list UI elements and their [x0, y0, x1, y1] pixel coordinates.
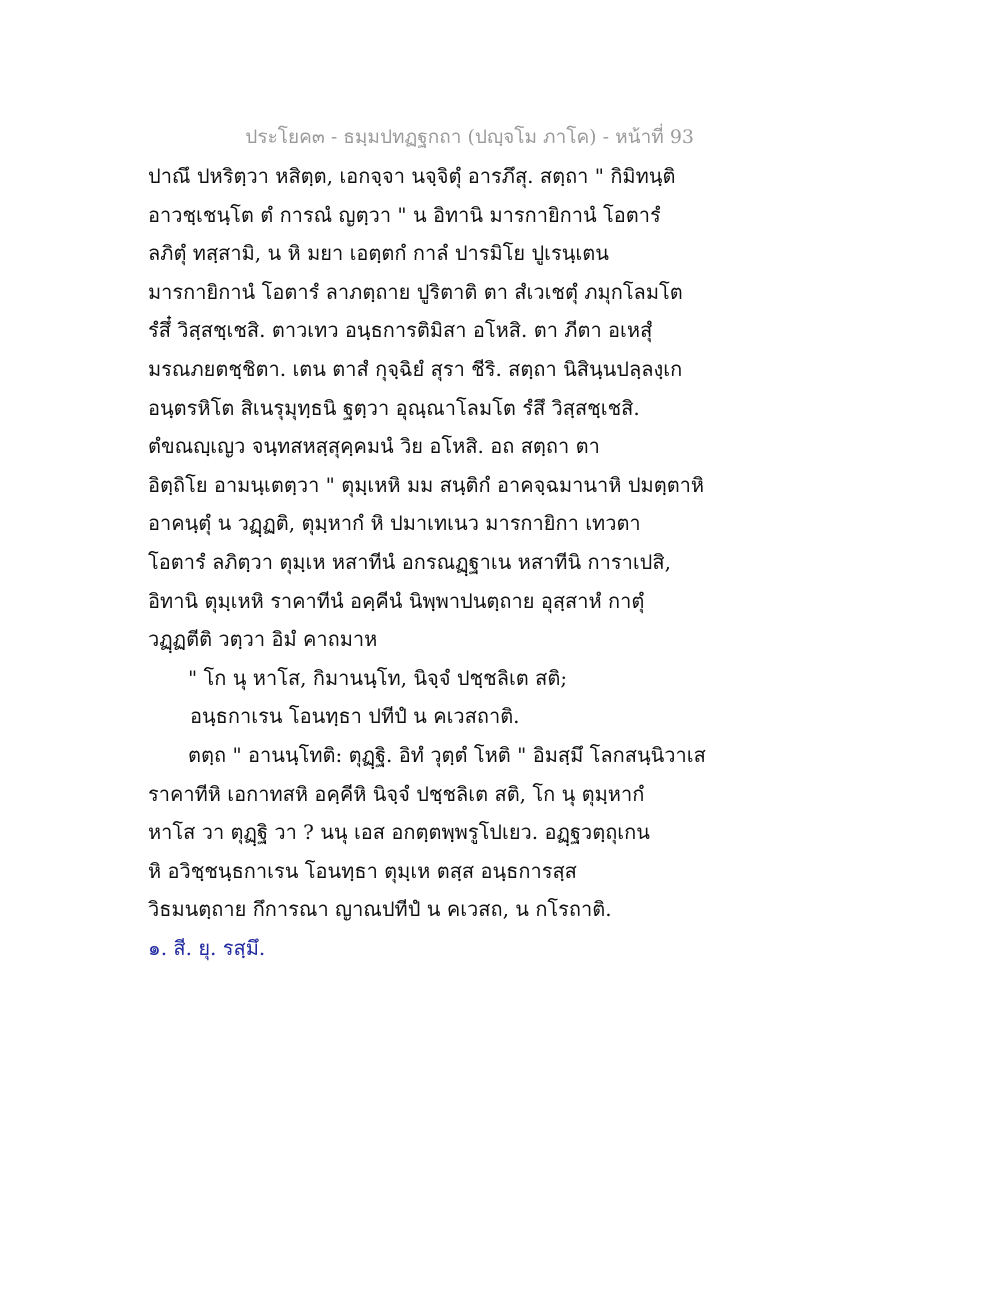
verse-line: อนฺธกาเรน โอนทฺธา ปทีปํ น คเวสถาติ. — [190, 704, 520, 729]
text-line: วิธมนตฺถาย กึการณา ญาณปทีปํ น คเวสถ, น กโรถาติ. — [148, 897, 612, 922]
running-head: ประโยค๓ - ธมฺมปทฏฐกถา (ปญฺจโม ภาโค) - หน้าที่ 93 — [245, 126, 694, 148]
footnote: ๑. สี. ยุ. รสฺมึ. — [148, 935, 266, 960]
text-line: หาโส วา ตุฏฺฐิ วา ? นนุ เอส อกตฺตพฺพรูโปเยว. อฏฺฐวตฺถุเกน — [148, 820, 650, 845]
text-line: ราคาทีหิ เอกาทสหิ อคฺคีหิ นิจฺจํ ปชฺชลิเต สติ, โก นุ ตุมฺหากํ — [148, 781, 645, 806]
text-line: ลภิตุํ ทสฺสามิ, น หิ มยา เอตฺตกํ กาลํ ปารมิโย ปูเรนฺเตน — [148, 241, 609, 266]
text-line: ปาณึ ปหริตฺวา หสิตฺต, เอกจฺจา นจฺจิตุํ อารภึสุ. สตฺถา " กิมิทนฺติ — [148, 164, 676, 188]
text-line: หิ อวิชฺชนฺธกาเรน โอนทฺธา ตุมฺเห ตสฺส อนฺธการสฺส — [148, 858, 577, 883]
text-line: วฏฺฏตีติ วตฺวา อิมํ คาถมาห — [148, 627, 378, 652]
text-line: อนฺตรหิโต สิเนรุมุทฺธนิ ฐตฺวา อุณฺณาโลมโต รํสึ วิสฺสชฺเชสิ. — [148, 395, 640, 420]
text-line: อิทานิ ตุมฺเหหิ ราคาทีนํ อคฺคีนํ นิพฺพาปนตฺถาย อุสฺสาหํ กาตุํ — [148, 588, 645, 613]
text-line: ตํขณญฺเญว จนฺทสหสฺสุคฺคมนํ วิย อโหสิ. อถ สตฺถา ตา — [148, 434, 600, 459]
text-line: ตตฺถ " อานนฺโทติ: ตุฏฺฐิ. อิทํ วุตฺตํ โหติ " อิมสฺมึ โลกสนฺนิวาเส — [188, 742, 706, 767]
text-line: รํสึ๋ วิสฺสชฺเชสิ. ตาวเทว อนฺธการติมิสา อโหสิ. ตา ภีตา อเหสุํ — [148, 318, 653, 343]
verse-line: " โก นุ หาโส, กิมานนฺโท, นิจฺจํ ปชฺชลิเต สติ; — [188, 665, 568, 690]
text-line: มารกายิกานํ โอตารํ ลาภตฺถาย ปูริตาติ ตา สํเวเชตุํ ภมุกโลมโต — [148, 279, 683, 304]
text-line: อาวชฺเชนฺโต ตํ การณํ ญตฺวา " น อิทานิ มารกายิกานํ โอตารํ — [148, 202, 661, 227]
text-line: อิตฺถิโย อามนฺเตตฺวา " ตุมฺเหหิ มม สนฺติกํ อาคจฺฉมานาหิ ปมตฺตาหิ — [148, 472, 705, 497]
text-line: โอตารํ ลภิตฺวา ตุมฺเห หสาทีนํ อกรณฏฺฐาเน หสาทีนิ การาเปสิ, — [148, 549, 671, 574]
body-text — [148, 157, 708, 967]
text-line: อาคนฺตุํ น วฏฺฏติ, ตุมฺหากํ หิ ปมาเทเนว มารกายิกา เทวตา — [148, 511, 641, 536]
text-line: มรณภยตชฺชิตา. เตน ตาสํ กุจฺฉิยํ สุรา ชีริ. สตฺถา นิสินฺนปลฺลงฺเก — [148, 356, 683, 381]
